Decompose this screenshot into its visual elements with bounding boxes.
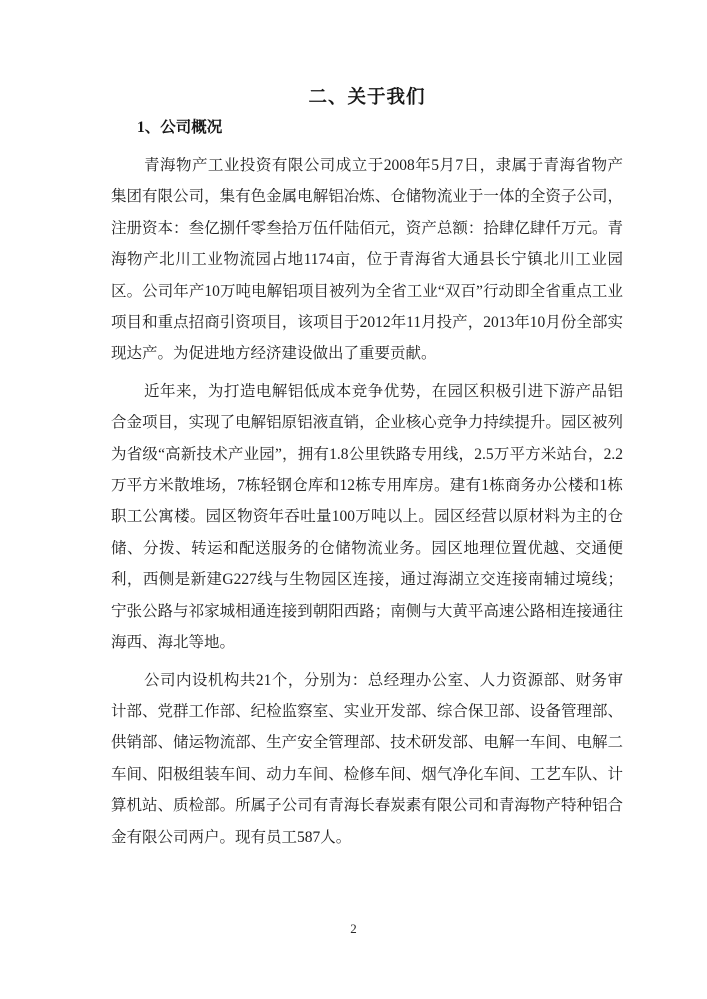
paragraph-internal-organization: 公司内设机构共21个，分别为：总经理办公室、人力资源部、财务审计部、党群工作部、纪检监察室、实业开发部、综合保卫部、设备管理部、供销部、储运物流部、生产安全管理部、技术研发部、电解一车间、电解二车间、阳极组装车间、动力车间、检修车间、烟气净化车间、工艺车队、计算机站、质检部。所属子公司有青海长春炭素有限公司和青海物产特种铝合金有限公司两户。现有员工587人。 [111,671,623,846]
section-heading: 1、公司概况 [137,119,223,136]
page-number: 2 [350,921,357,936]
paragraph-park-development: 近年来，为打造电解铝低成本竞争优势，在园区积极引进下游产品铝合金项目，实现了电解铝原铝液直销，企业核心竞争力持续提升。园区被列为省级“高新技术产业园”，拥有1.8公里铁路专用线，2.5万平方米站台，2.2万平方米散堆场，7栋轻钢仓库和12栋专用库房。建有1栋商务办公楼和1栋职工公寓楼。园区物资年吞吐量100万吨以上。园区经营以原材料为主的仓储、分拨、转运和配送服务的仓储物流业务。园区地理位置优越、交通便利，西侧是新建G227线与生物园区连接，通过海湖立交连接南辅过境线；宁张公路与祁家城相通连接到朝阳西路；南侧与大黄平高速公路相连接通往海西、海北等地。 [111,382,623,652]
paragraph-company-overview: 青海物产工业投资有限公司成立于2008年5月7日，隶属于青海省物产集团有限公司，集有色金属电解铝冶炼、仓储物流业于一体的全资子公司，注册资本：叁亿捌仟零叁拾万伍仟陆佰元，资产总额：拾肆亿肆仟万元。青海物产北川工业物流园占地1174亩，位于青海省大通县长宁镇北川工业园区。公司年产10万吨电解铝项目被列为全省工业“双百”行动即全省重点工业项目和重点招商引资项目，该项目于2012年11月投产，2013年10月份全部实现达产。为促进地方经济建设做出了重要贡献。 [111,157,623,363]
document-content [111,84,623,853]
page-title: 二、关于我们 [308,86,426,107]
